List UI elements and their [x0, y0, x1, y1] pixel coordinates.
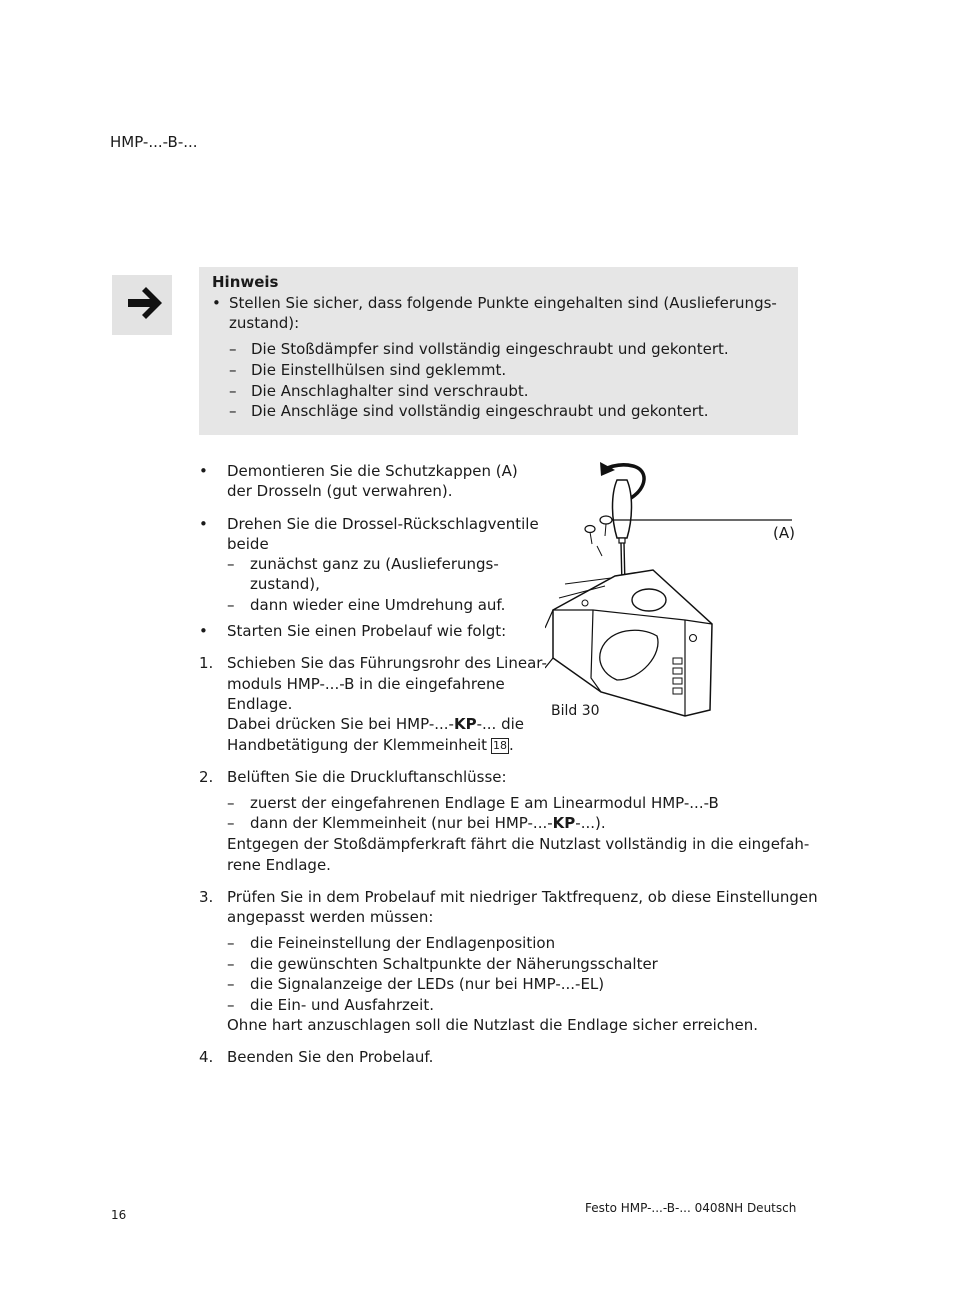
b1-line-1: Demontieren Sie die Schutzkappen (A) [227, 462, 518, 480]
note-bullet: • [212, 294, 221, 312]
note-intro-line-1: Stellen Sie sicher, dass folgende Punkte eingehalten sind (Auslieferungs- [229, 294, 777, 312]
s3-sub-3: die Signalanzeige der LEDs (nur bei HMP-...-EL) [250, 975, 605, 993]
note-intro-line-2: zustand): [229, 314, 300, 332]
screwdriver-icon [613, 480, 632, 538]
note-title: Hinweis [212, 273, 279, 291]
step-1-number: 1. [199, 654, 214, 672]
s3-sub-1: die Feineinstellung der Endlagenposition [250, 934, 556, 952]
dash: – [227, 955, 235, 973]
s1-line-3: Endlage. [227, 695, 293, 713]
b2-sub1-line-1: zunächst ganz zu (Auslieferungs- [250, 555, 499, 573]
figure-label-a: (A) [773, 524, 795, 542]
dash: – [227, 596, 235, 614]
note-dash: – [229, 402, 237, 420]
step-3-number: 3. [199, 888, 214, 906]
s3-line-2: angepasst werden müssen: [227, 908, 434, 926]
s1-line-2: moduls HMP-...-B in die eingefahrene [227, 675, 505, 693]
page-header: HMP-...-B-... [110, 133, 198, 151]
s2-sub2: dann der Klemmeinheit (nur bei HMP-...-KP-...). [250, 814, 606, 832]
note-item-1: Die Stoßdämpfer sind vollständig eingeschraubt und gekontert. [251, 340, 729, 358]
s1-line-1: Schieben Sie das Führungsrohr des Linear- [227, 654, 547, 672]
step-4-number: 4. [199, 1048, 214, 1066]
s2-extra-line-2: rene Endlage. [227, 856, 331, 874]
reference-number-box: 18 [493, 739, 508, 752]
s2-extra-line-1: Entgegen der Stoßdämpferkraft fährt die Nutzlast vollständig in die eingefah- [227, 835, 810, 853]
s1-note-line-1: Dabei drücken Sie bei HMP-...-KP-... die [227, 715, 524, 733]
s1-note-line-2: Handbetätigung der Klemmeinheit 18 . [227, 736, 514, 754]
note-dash: – [229, 382, 237, 400]
s3-extra: Ohne hart anzuschlagen soll die Nutzlast die Endlage sicher erreichen. [227, 1016, 759, 1034]
dash: – [227, 555, 235, 573]
note-dash: – [229, 361, 237, 379]
b3-text: Starten Sie einen Probelauf wie folgt: [227, 622, 507, 640]
bullet: • [199, 515, 208, 533]
note-item-4: Die Anschläge sind vollständig eingeschraubt und gekontert. [251, 402, 709, 420]
dash: – [227, 794, 235, 812]
figure-caption: Bild 30 [551, 703, 600, 719]
dash: – [227, 996, 235, 1014]
b2-line-2: beide [227, 535, 269, 553]
step-2-number: 2. [199, 768, 214, 786]
dash: – [227, 934, 235, 952]
bullet: • [199, 462, 208, 480]
note-arrow-box [112, 275, 172, 335]
b2-sub1-line-2: zustand), [250, 575, 320, 593]
b2-sub2: dann wieder eine Umdrehung auf. [250, 596, 506, 614]
s4-text: Beenden Sie den Probelauf. [227, 1048, 434, 1066]
s2-sub1: zuerst der eingefahrenen Endlage E am Linearmodul HMP-...-B [250, 794, 719, 812]
figure-throttle-adjustment [545, 458, 798, 720]
arrow-right-icon [112, 275, 172, 335]
s2-text: Belüften Sie die Druckluftanschlüsse: [227, 768, 507, 786]
note-item-2: Die Einstellhülsen sind geklemmt. [251, 361, 507, 379]
s3-sub-2: die gewünschten Schaltpunkte der Näherungsschalter [250, 955, 658, 973]
note-dash: – [229, 340, 237, 358]
dash: – [227, 814, 235, 832]
dash: – [227, 975, 235, 993]
s3-line-1: Prüfen Sie in dem Probelauf mit niedriger Taktfrequenz, ob diese Einstellungen [227, 888, 818, 906]
b2-line-1: Drehen Sie die Drossel-Rückschlagventile [227, 515, 539, 533]
note-item-3: Die Anschlaghalter sind verschraubt. [251, 382, 529, 400]
footer-doc-info: Festo HMP-...-B-... 0408NH Deutsch [585, 1201, 797, 1215]
s3-sub-4: die Ein- und Ausfahrzeit. [250, 996, 434, 1014]
bullet: • [199, 622, 208, 640]
b1-line-2: der Drosseln (gut verwahren). [227, 482, 453, 500]
page-number: 16 [111, 1208, 127, 1222]
